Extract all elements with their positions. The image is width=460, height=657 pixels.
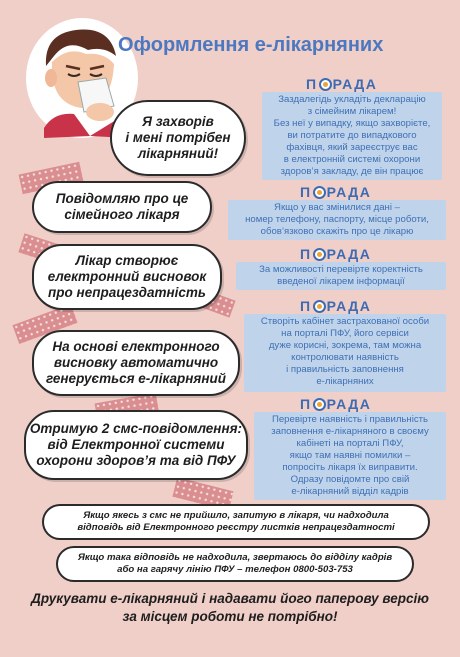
tip-label: П — [306, 76, 318, 92]
tip-header-2: П РАДА — [300, 184, 372, 200]
tip-header-5: П РАДА — [300, 396, 372, 412]
footer-note: Друкувати е-лікарняний і надавати його паперову версію за місцем роботи не потрібно! — [31, 591, 429, 624]
tip-header-1 — [306, 76, 377, 92]
tip-logo-icon — [313, 248, 326, 261]
note-bubble-1: Якщо якесь з смс не прийшло, запитую в лікаря, чи надходила відповідь від Електронного реєстру листків непрацездатності — [42, 504, 430, 540]
page-title: Оформлення е-лікарняних — [118, 34, 384, 56]
tip-logo-icon — [313, 300, 326, 313]
step-bubble-5: Отримую 2 смс-повідомлення: від Електронної системи охорони здоров’я та від ПФУ — [24, 410, 248, 480]
step-bubble-3: Лікар створює електронний висновок про непрацездатність — [32, 244, 222, 310]
tip-box-5: Перевірте наявність і правильність заповнення е-лікарняного в своєму кабінеті на порталі ПФУ, якщо там наявні помилки – попросіть лікаря їх виправити. Одразу повідомте про свій е-лікарняний відділ кадрів — [254, 412, 446, 500]
step-bubble-4: На основі електронного висновку автоматично генерується е-лікарняний — [32, 330, 240, 396]
tip-logo-icon — [313, 186, 326, 199]
tip-header-4: П РАДА — [300, 298, 372, 314]
step-bubble-2: Повідомляю про це сімейного лікаря — [32, 181, 212, 233]
tip-box-2: Якщо у вас змінилися дані – номер телефону, паспорту, місце роботи, обов’язково скажіть про це лікарю — [228, 200, 446, 240]
tip-logo-icon — [319, 78, 332, 91]
note-bubble-2: Якщо така відповідь не надходила, звертаюсь до відділу кадрів або на гарячу лінію ПФУ – телефон 0800-503-753 — [56, 546, 414, 582]
tip-label-rest: РАДА — [332, 76, 378, 92]
tip-box-3: За можливості перевірте коректність введеної лікарем інформації — [236, 262, 446, 290]
tip-box-1: Заздалегідь укладіть декларацію з сімейним лікарем! Без неї у випадку, якщо захворієте, ви потратите до випадкового фахівця, який зареєструє вас в електронній системі охорони здоров’я закладу, де він працює — [262, 92, 442, 180]
tip-header-3: П РАДА — [300, 246, 372, 262]
tip-logo-icon — [313, 398, 326, 411]
step-bubble-1: Я захворів і мені потрібен лікарняний! — [110, 100, 246, 176]
tip-box-4: Створіть кабінет застрахованої особи на порталі ПФУ, його сервіси дуже корисні, зокрема, там можна контролювати наявність і правильність заповнення е-лікарняних — [244, 314, 446, 392]
